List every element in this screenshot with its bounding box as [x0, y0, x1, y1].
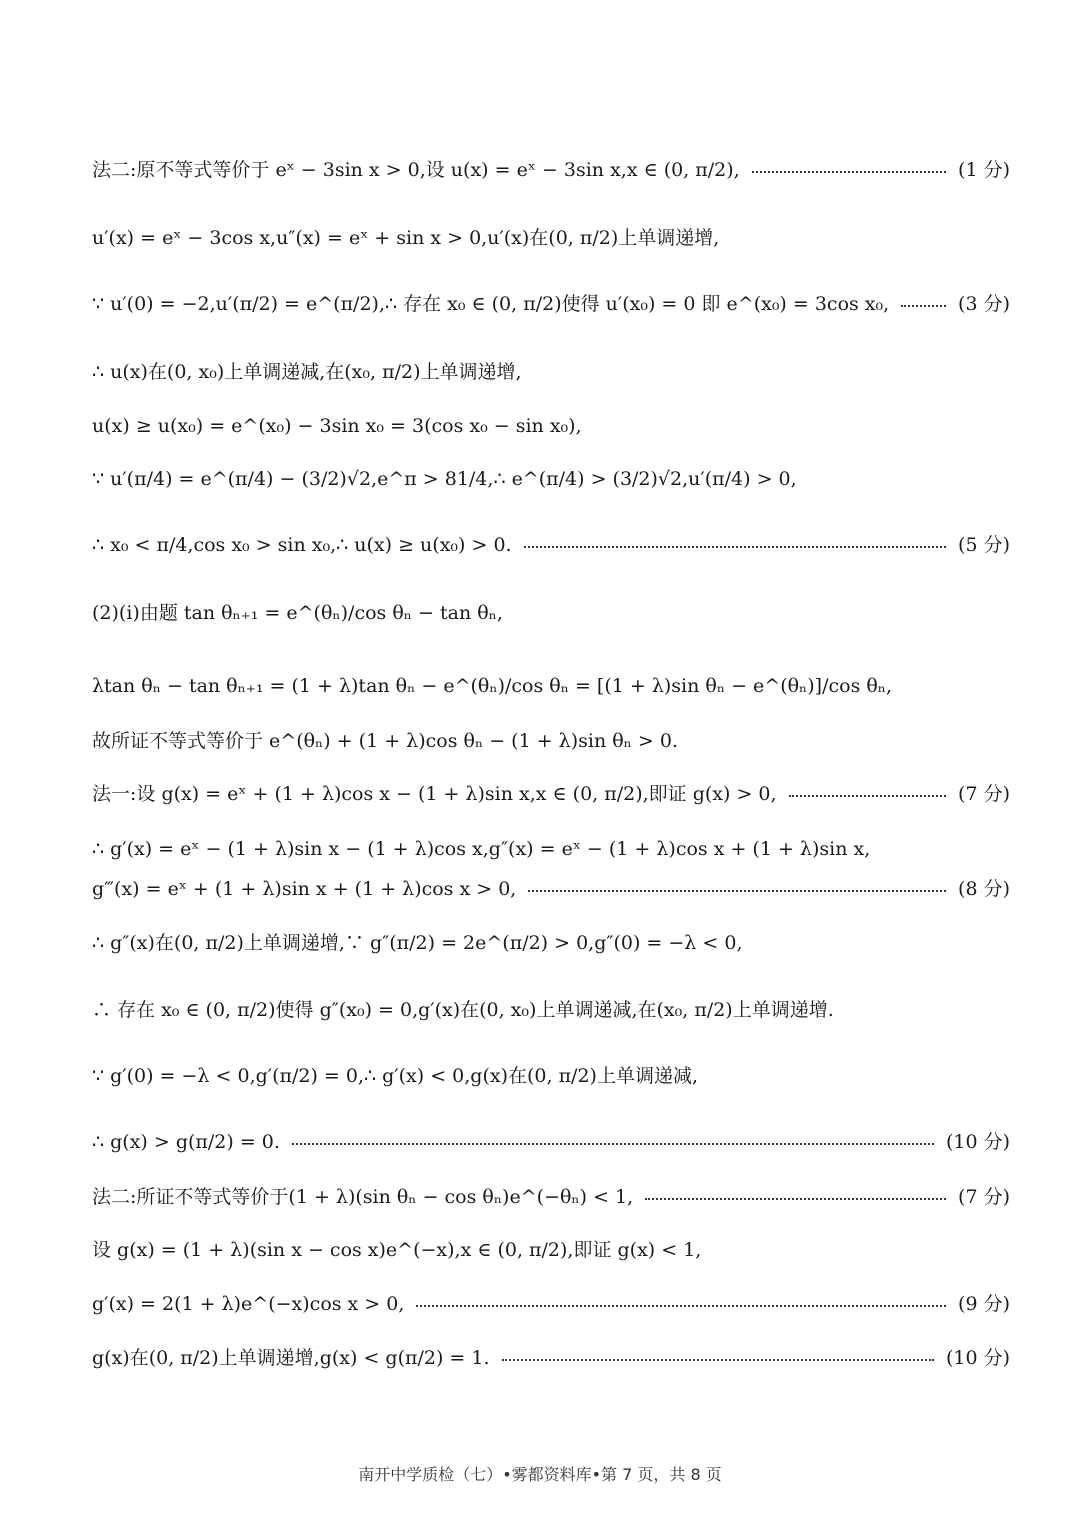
solution-line — [92, 835, 1010, 863]
line-text: ∴ u(x)在(0, x₀)上单调递减,在(x₀, π/2)上单调递增, — [92, 361, 522, 383]
solution-line — [92, 156, 1010, 184]
solution-line — [92, 1236, 1010, 1264]
line-text: (2)(i)由题 tan θₙ₊₁ = e^(θₙ)/cos θₙ − tan θₙ, — [92, 602, 503, 624]
line-text: g(x)在(0, π/2)上单调递增,g(x) < g(π/2) = 1. — [92, 1347, 490, 1369]
dot-leader — [789, 795, 947, 797]
line-text: ∵ u′(π/4) = e^(π/4) − (3/2)√2,e^π > 81/4,∴ e^(π/4) > (3/2)√2,u′(π/4) > 0, — [92, 468, 797, 490]
dot-leader — [292, 1143, 934, 1145]
line-text: g‴(x) = eˣ + (1 + λ)sin x + (1 + λ)cos x > 0, — [92, 878, 517, 900]
solution-line — [92, 1128, 1010, 1156]
solution-line — [92, 929, 1010, 957]
dot-leader — [524, 546, 946, 548]
line-text: u′(x) = eˣ − 3cos x,u″(x) = eˣ + sin x > 0,u′(x)在(0, π/2)上单调递增, — [92, 227, 720, 249]
solution-line — [92, 996, 1010, 1024]
dot-leader — [502, 1359, 934, 1361]
solution-line — [92, 780, 1010, 808]
line-text: 法二:原不等式等价于 eˣ − 3sin x > 0,设 u(x) = eˣ − 3sin x,x ∈ (0, π/2), — [92, 159, 740, 181]
line-text: ∴ 存在 x₀ ∈ (0, π/2)使得 g″(x₀) = 0,g′(x)在(0, x₀)上单调递减,在(x₀, π/2)上单调递增. — [92, 999, 834, 1021]
solution-line — [92, 224, 1010, 252]
page-footer: 南开中学质检（七）•雾都资料库•第 7 页，共 8 页 — [358, 1465, 722, 1484]
score-mark: (1 分) — [958, 159, 1010, 181]
score-mark: (8 分) — [958, 878, 1010, 900]
line-text: 法一:设 g(x) = eˣ + (1 + λ)cos x − (1 + λ)sin x,x ∈ (0, π/2),即证 g(x) > 0, — [92, 783, 777, 805]
line-text: 设 g(x) = (1 + λ)(sin x − cos x)e^(−x),x ∈ (0, π/2),即证 g(x) < 1, — [92, 1239, 702, 1261]
dot-leader — [416, 1305, 946, 1307]
solution-line — [92, 1062, 1010, 1090]
dot-leader — [752, 171, 946, 173]
score-mark: (3 分) — [958, 293, 1010, 315]
dot-leader — [645, 1198, 946, 1200]
solution-line — [92, 727, 1010, 755]
dot-leader — [901, 305, 946, 307]
line-text: ∵ u′(0) = −2,u′(π/2) = e^(π/2),∴ 存在 x₀ ∈ (0, π/2)使得 u′(x₀) = 0 即 e^(x₀) = 3cos x₀, — [92, 293, 890, 315]
score-mark: (10 分) — [945, 1347, 1010, 1369]
solution-line — [92, 599, 1010, 627]
solution-line — [92, 1290, 1010, 1318]
solution-line — [92, 358, 1010, 386]
solution-line — [92, 412, 1010, 440]
line-text: 故所证不等式等价于 e^(θₙ) + (1 + λ)cos θₙ − (1 + λ)sin θₙ > 0. — [92, 730, 679, 752]
score-mark: (7 分) — [958, 783, 1010, 805]
solution-line — [92, 1183, 1010, 1211]
score-mark: (7 分) — [958, 1186, 1010, 1208]
line-text: ∴ g(x) > g(π/2) = 0. — [92, 1131, 280, 1153]
line-text: ∵ g′(0) = −λ < 0,g′(π/2) = 0,∴ g′(x) < 0,g(x)在(0, π/2)上单调递减, — [92, 1065, 698, 1087]
line-text: ∴ g′(x) = eˣ − (1 + λ)sin x − (1 + λ)cos x,g″(x) = eˣ − (1 + λ)cos x + (1 + λ)sin x, — [92, 838, 871, 860]
score-mark: (10 分) — [945, 1131, 1010, 1153]
dot-leader — [528, 890, 946, 892]
line-text: ∴ g″(x)在(0, π/2)上单调递增,∵ g″(π/2) = 2e^(π/2) > 0,g″(0) = −λ < 0, — [92, 932, 743, 954]
line-text: λtan θₙ − tan θₙ₊₁ = (1 + λ)tan θₙ − e^(θₙ)/cos θₙ = [(1 + λ)sin θₙ − e^(θₙ)]/cos θₙ, — [92, 675, 893, 697]
score-mark: (9 分) — [958, 1293, 1010, 1315]
line-text: g′(x) = 2(1 + λ)e^(−x)cos x > 0, — [92, 1293, 405, 1315]
line-text: 法二:所证不等式等价于(1 + λ)(sin θₙ − cos θₙ)e^(−θₙ) < 1, — [92, 1186, 634, 1208]
score-mark: (5 分) — [958, 534, 1010, 556]
line-text: u(x) ≥ u(x₀) = e^(x₀) − 3sin x₀ = 3(cos x₀ − sin x₀), — [92, 415, 582, 437]
solution-line — [92, 672, 1010, 700]
solution-line — [92, 531, 1010, 559]
solution-line — [92, 875, 1010, 903]
solution-line — [92, 1344, 1010, 1372]
solution-line — [92, 290, 1010, 318]
line-text: ∴ x₀ < π/4,cos x₀ > sin x₀,∴ u(x) ≥ u(x₀) > 0. — [92, 534, 512, 556]
solution-line — [92, 465, 1010, 493]
